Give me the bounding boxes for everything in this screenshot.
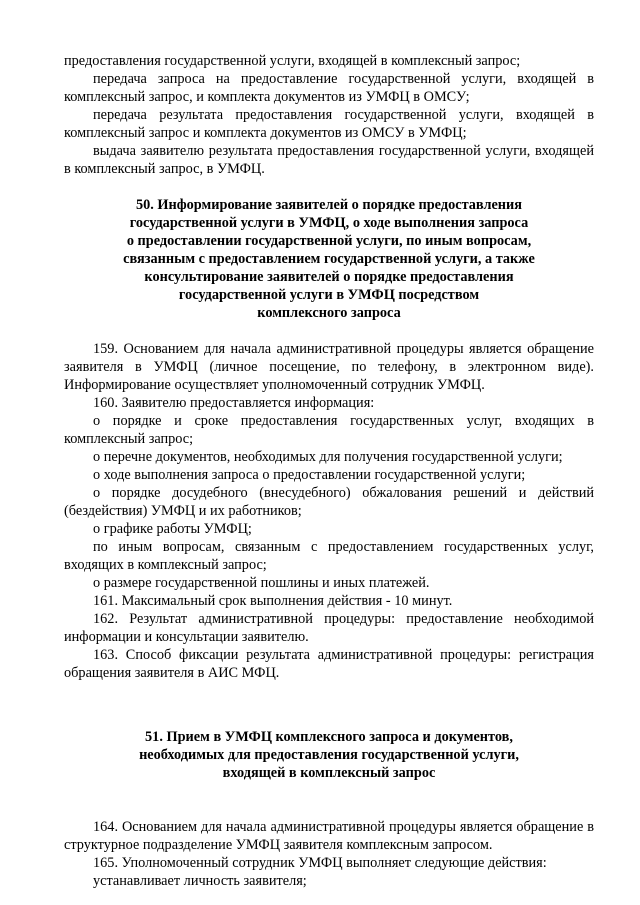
paragraph-160: 160. Заявителю предоставляется информация:	[93, 395, 375, 411]
heading-line: комплексного запроса	[257, 305, 401, 321]
paragraph: передача результата предоставления государственной услуги, входящей в комплексный запрос и комплекта документов из ОМСУ в УМФЦ;	[64, 107, 594, 141]
paragraph-165: 165. Уполномоченный сотрудник УМФЦ выполняет следующие действия:	[93, 855, 547, 871]
heading-line: 51. Прием в УМФЦ комплексного запроса и документов,	[145, 729, 513, 745]
paragraph-163: 163. Способ фиксации результата административной процедуры: регистрация обращения заявителя в АИС МФЦ.	[64, 647, 594, 681]
list-item: о графике работы УМФЦ;	[93, 521, 252, 537]
heading-line: государственной услуги в УМФЦ посредством	[178, 287, 480, 303]
section-50-body	[64, 340, 594, 682]
paragraph: выдача заявителю результата предоставления государственной услуги, входящей в комплексный запрос, в УМФЦ.	[64, 143, 594, 177]
paragraph: предоставления государственной услуги, входящей в комплексный запрос;	[64, 53, 521, 69]
list-item: устанавливает личность заявителя;	[93, 873, 307, 889]
list-item: о ходе выполнения запроса о предоставлении государственной услуги;	[93, 467, 526, 483]
paragraph-159: 159. Основанием для начала административной процедуры является обращение заявителя в УМФЦ (личное посещение, по телефону, в электронном виде). Информирование осуществляет уполномоченный сотрудник УМФЦ.	[64, 341, 594, 393]
section-51-body	[64, 818, 594, 890]
section-50-heading	[64, 196, 594, 322]
paragraph-162: 162. Результат административной процедуры: предоставление необходимой информации и консультации заявителю.	[64, 611, 594, 645]
list-item: о порядке и сроке предоставления государственных услуг, входящих в комплексный запрос;	[64, 413, 594, 447]
heading-line: государственной услуги в УМФЦ, о ходе выполнения запроса	[129, 215, 529, 231]
heading-line: 50. Информирование заявителей о порядке предоставления	[135, 197, 523, 213]
heading-line: связанным с предоставлением государственной услуги, а также	[123, 251, 535, 267]
list-item: о перечне документов, необходимых для получения государственной услуги;	[93, 449, 563, 465]
heading-line: входящей в комплексный запрос	[222, 765, 436, 781]
section-51-heading	[64, 728, 594, 782]
paragraph: передача запроса на предоставление государственной услуги, входящей в комплексный запрос, и комплекта документов из УМФЦ в ОМСУ;	[64, 71, 594, 105]
heading-line: о предоставлении государственной услуги, по иным вопросам,	[126, 233, 532, 249]
list-item: о порядке досудебного (внесудебного) обжалования решений и действий (бездействия) УМФЦ и их работников;	[64, 485, 594, 519]
paragraph-164: 164. Основанием для начала административной процедуры является обращение в структурное подразделение УМФЦ заявителя комплексным запросом.	[64, 819, 594, 853]
list-item: о размере государственной пошлины и иных платежей.	[93, 575, 430, 591]
top-paragraphs	[64, 52, 594, 178]
heading-line: необходимых для предоставления государственной услуги,	[139, 747, 519, 763]
heading-line: консультирование заявителей о порядке предоставления	[144, 269, 514, 285]
paragraph-161: 161. Максимальный срок выполнения действия - 10 минут.	[93, 593, 453, 609]
list-item: по иным вопросам, связанным с предоставлением государственных услуг, входящих в комплексный запрос;	[64, 539, 594, 573]
